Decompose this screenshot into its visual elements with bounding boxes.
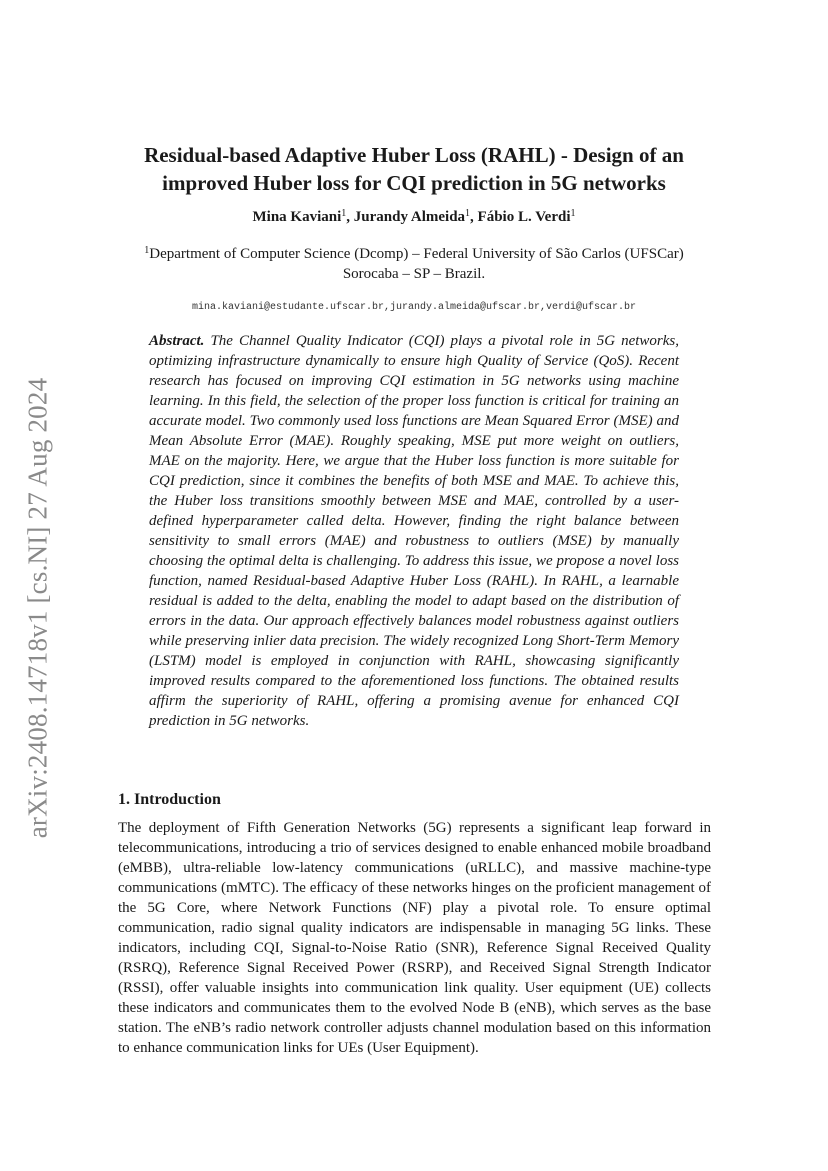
arxiv-identifier-text: arXiv:2408.14718v1 [cs.NI] 27 Aug 2024 — [22, 377, 53, 839]
author-list: Mina Kaviani$^1$, Jurandy Almeida$^1$, Fábio L. Verdi$^1$ — [252, 208, 576, 225]
author-name: Fábio L. Verdi — [477, 209, 571, 225]
affiliation-marker: 1 — [341, 208, 347, 219]
affiliation-location: Sorocaba – SP – Brazil. — [342, 266, 486, 282]
paper-title: Residual-based Adaptive Huber Loss (RAHL) - Design of an improved Huber loss for CQI prediction in 5G networks — [144, 143, 684, 195]
affiliation-marker: 1 — [465, 208, 471, 219]
abstract-label: Abstract. — [149, 333, 205, 349]
arxiv-identifier-stamp — [24, 366, 52, 850]
author-emails: mina.kaviani@estudante.ufscar.br,jurandy.almeida@ufscar.br,verdi@ufscar.br — [191, 302, 637, 313]
introduction-paragraph: The deployment of Fifth Generation Networks (5G) represents a significant leap forward in telecommunications, introducing a trio of services designed to enable enhanced mobile broadband (eMBB), ultra-reliable low-latency communications (uRLLC), and massive machine-type communications (mMTC). The efficacy of these networks hinges on the proficient management of the 5G Core, where Network Functions (NF) play a pivotal role. To ensure optimal communication, radio signal quality indicators are indispensable in managing 5G links. These indicators, including CQI, Signal-to-Noise Ratio (SNR), Reference Signal Received Quality (RSRQ), Reference Signal Received Power (RSRP), and Received Signal Strength Indicator (RSSI), offer valuable insights into communication link quality. User equipment (UE) collects these indicators and communicates them to the evolved Node B (eNB), which serves as the base station. The eNB’s radio network controller adjusts channel modulation based on this information to enhance communication links for UEs (User Equipment). — [118, 820, 711, 1056]
affiliation-marker: 1 — [570, 208, 576, 219]
affiliation-block — [100, 244, 728, 284]
affiliation-marker: 1 — [144, 245, 150, 256]
section-heading-introduction: 1. Introduction — [118, 791, 221, 808]
abstract — [149, 331, 679, 731]
abstract-text: The Channel Quality Indicator (CQI) plays a pivotal role in 5G networks, optimizing infrastructure dynamically to ensure high Quality of Service (QoS). Recent research has focused on improving CQI estimation in 5G networks using machine learning. In this field, the selection of the proper loss function is critical for training an accurate model. Two commonly used loss functions are Mean Squared Error (MSE) and Mean Absolute Error (MAE). Roughly speaking, MSE put more weight on outliers, MAE on the majority. Here, we argue that the Huber loss function is more suitable for CQI prediction, since it combines the benefits of both MSE and MAE. To achieve this, the Huber loss transitions smoothly between MSE and MAE, controlled by a user-defined hyperparameter called delta. However, finding the right balance between sensitivity to small errors (MAE) and robustness to outliers (MSE) by manually choosing the optimal delta is challenging. To address this issue, we propose a novel loss function, named Residual-based Adaptive Huber Loss (RAHL). In RAHL, a learnable residual is added to the delta, enabling the model to adapt based on the distribution of errors in the data. Our approach effectively balances model robustness against outliers while preserving inlier data precision. The widely recognized Long Short-Term Memory (LSTM) model is employed in conjunction with RAHL, showcasing significantly improved results compared to the aforementioned loss functions. The obtained results affirm the superiority of RAHL, offering a promising avenue for enhanced CQI prediction in 5G networks. — [149, 333, 680, 729]
affiliation-line: $^1$Department of Computer Science (Dcomp) – Federal University of São Carlos (UFSCar) — [144, 245, 684, 262]
author-name: Jurandy Almeida — [353, 209, 466, 225]
author-name: Mina Kaviani — [252, 209, 342, 225]
